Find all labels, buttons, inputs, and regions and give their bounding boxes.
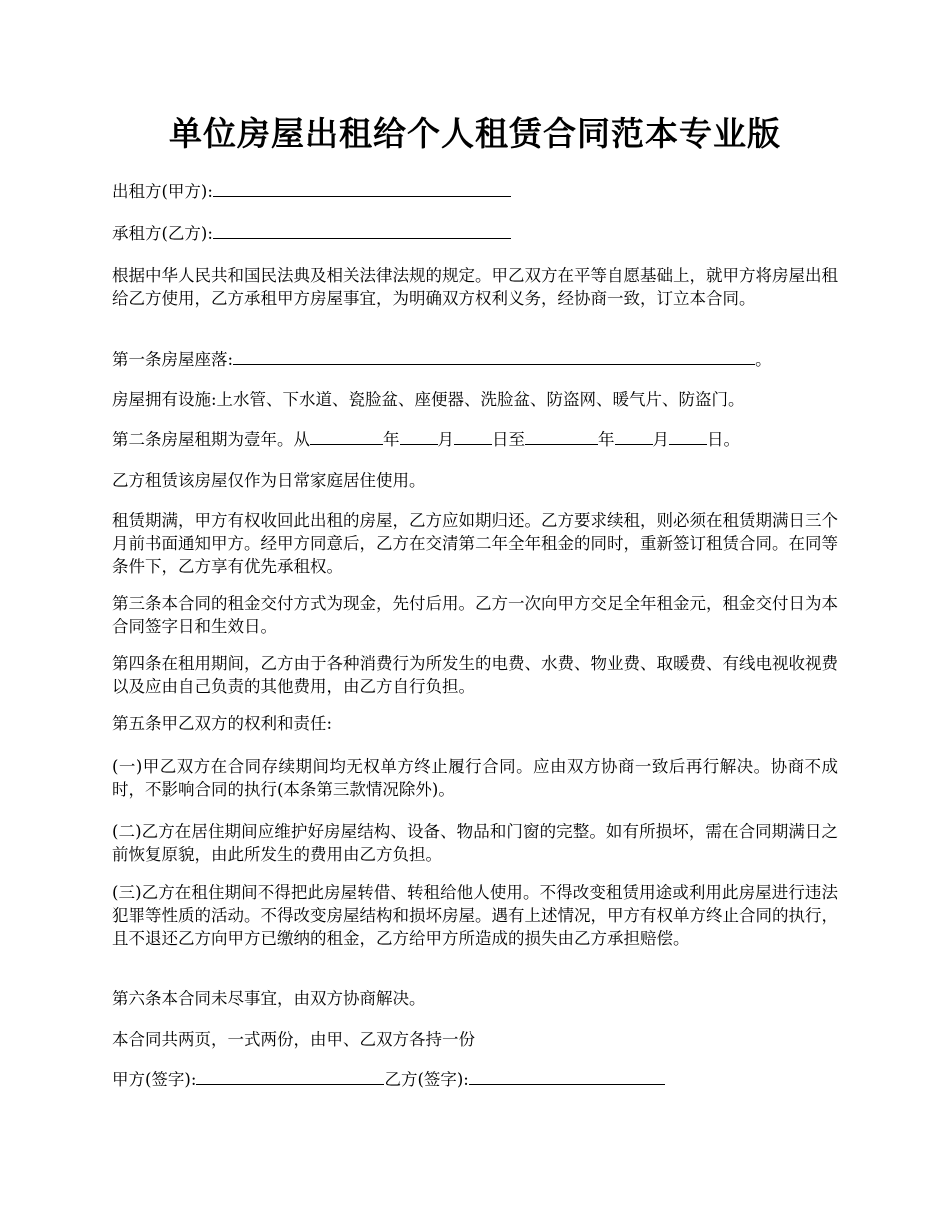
article6-paragraph: 第六条本合同未尽事宜，由双方协商解决。	[112, 989, 426, 1008]
intro-paragraph: 根据中华人民共和国民法典及相关法律法规的规定。甲乙双方在平等自愿基础上，就甲方将房屋出租给乙方使用，乙方承租甲方房屋事宜，为明确双方权利义务，经协商一致，订立本合同。	[112, 266, 838, 308]
document-title: 单位房屋出租给个人租赁合同范本专业版	[169, 114, 781, 153]
signature-line	[112, 1068, 838, 1091]
article1-label: 第一条房屋座落:	[112, 350, 234, 369]
start-year-blank	[310, 428, 383, 445]
clause2-paragraph: (二)乙方在居住期间应维护好房屋结构、设备、物品和门窗的完整。如有所损坏，需在合同期满日之前恢复原貌，由此所发生的费用由乙方负担。	[112, 822, 838, 864]
lessee-line	[112, 222, 838, 245]
end-year-unit: 年	[598, 430, 615, 449]
article3-paragraph: 第三条本合同的租金交付方式为现金，先付后用。乙方一次向甲方交足全年租金元，租金交付日为本合同签字日和生效日。	[112, 594, 838, 636]
article1-end: 。	[755, 350, 772, 369]
start-year-unit: 年	[383, 430, 400, 449]
start-day-to: 日至	[492, 430, 525, 449]
usage-paragraph: 乙方租赁该房屋仅作为日常家庭居住使用。	[112, 471, 426, 490]
lessor-label: 出租方(甲方):	[112, 182, 213, 201]
copies-paragraph: 本合同共两页，一式两份，由甲、乙双方各持一份	[112, 1030, 475, 1049]
party-b-sign-label: 乙方(签字):	[384, 1070, 469, 1089]
party-a-sign-blank	[196, 1068, 384, 1085]
article2-prefix: 第二条房屋租期为壹年。从	[112, 430, 310, 449]
end-day-end: 日。	[707, 430, 740, 449]
start-month-blank	[400, 428, 438, 445]
end-year-blank	[525, 428, 598, 445]
party-a-sign-label: 甲方(签字):	[112, 1070, 197, 1089]
facilities-paragraph: 房屋拥有设施:上水管、下水道、瓷脸盆、座便器、洗脸盆、防盗网、暖气片、防盗门。	[112, 390, 745, 409]
renewal-paragraph: 租赁期满，甲方有权收回此出租的房屋，乙方应如期归还。乙方要求续租，则必须在租赁期满日三个月前书面通知甲方。经甲方同意后，乙方在交清第二年全年租金的同时，重新签订租赁合同。在同等条件下，乙方享有优先承租权。	[112, 511, 838, 576]
lessee-blank	[213, 222, 511, 239]
end-month-blank	[615, 428, 653, 445]
start-month-unit: 月	[437, 430, 454, 449]
lessee-label: 承租方(乙方):	[112, 224, 213, 243]
start-day-blank	[454, 428, 492, 445]
end-day-blank	[669, 428, 707, 445]
clause3-paragraph: (三)乙方在租住期间不得把此房屋转借、转租给他人使用。不得改变租赁用途或利用此房屋进行违法犯罪等性质的活动。不得改变房屋结构和损坏房屋。遇有上述情况，甲方有权单方终止合同的执行，且不退还乙方向甲方已缴纳的租金，乙方给甲方所造成的损失由乙方承担赔偿。	[112, 883, 838, 948]
lessor-blank	[213, 180, 511, 197]
lessor-line	[112, 180, 838, 203]
article5-heading: 第五条甲乙双方的权利和责任:	[112, 714, 333, 733]
article1-blank	[233, 348, 755, 365]
clause1-paragraph: (一)甲乙双方在合同存续期间均无权单方终止履行合同。应由双方协商一致后再行解决。协商不成时，不影响合同的执行(本条第三款情况除外)。	[112, 757, 838, 799]
end-month-unit: 月	[652, 430, 669, 449]
article1-line	[112, 348, 838, 371]
article2-line	[112, 428, 838, 451]
article4-paragraph: 第四条在租用期间，乙方由于各种消费行为所发生的电费、水费、物业费、取暖费、有线电视收视费以及应由自己负责的其他费用，由乙方自行负担。	[112, 654, 838, 696]
party-b-sign-blank	[469, 1068, 665, 1085]
